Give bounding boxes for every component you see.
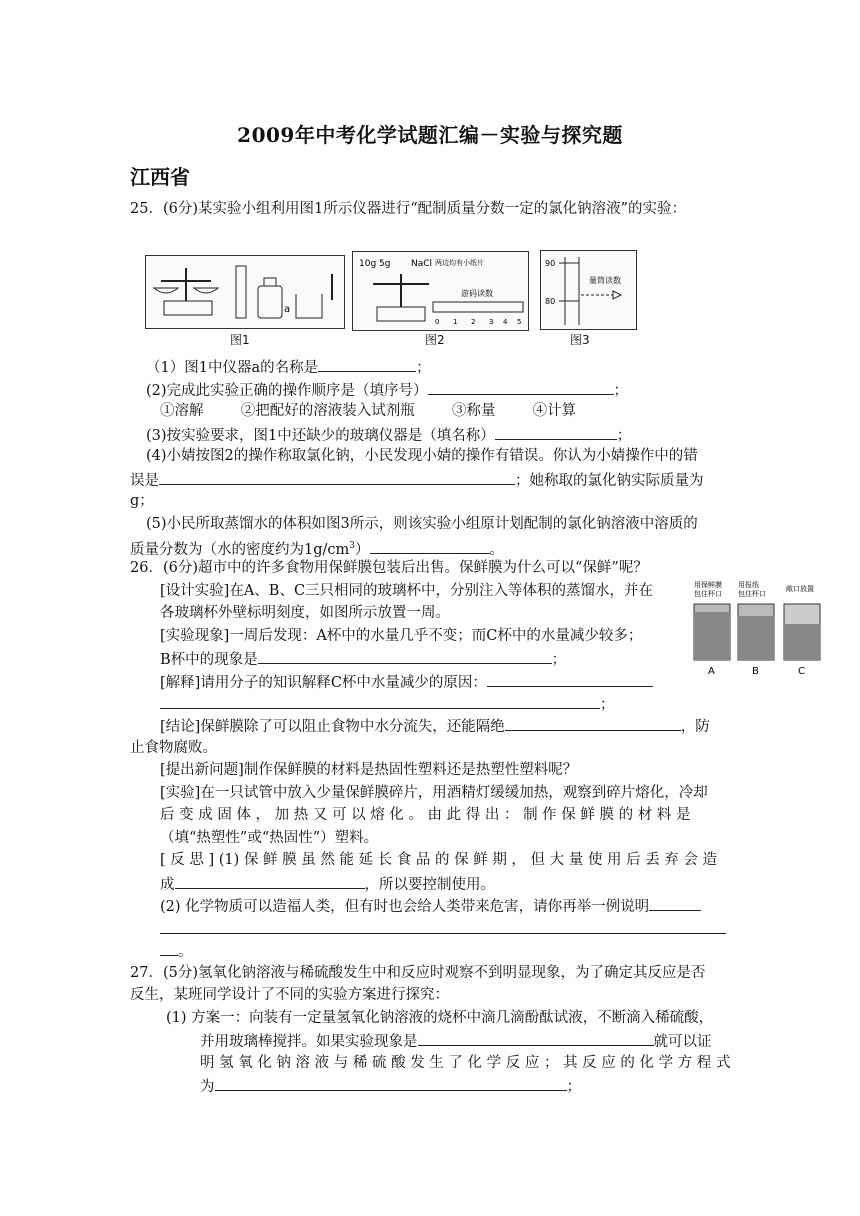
cup-b-note-1: 用报纸 [738, 581, 759, 589]
cup-label-a: A [708, 666, 715, 677]
q25-part5-line2: 质量分数为（水的密度约为$1g/cm^3$） 。 [130, 536, 504, 560]
answer-blank[interactable] [318, 356, 416, 372]
cup-a-note-1: 用保鲜膜 [694, 581, 722, 589]
cup-c-note: 敞口放置 [786, 585, 814, 593]
answer-blank[interactable] [649, 895, 701, 911]
answer-blank[interactable] [175, 873, 365, 889]
q26-design-1: [设计实验]在A、B、C三只相同的玻璃杯中，分别注入等体积的蒸馏水，并在 [160, 583, 654, 599]
q27-scheme1-4: 为 ； [200, 1075, 581, 1097]
figure-3-tick-80: 80 [545, 297, 556, 306]
q26-experiment-3: （填“热塑性”或“热固性”）塑料。 [160, 830, 379, 846]
answer-blank[interactable] [428, 379, 614, 395]
answer-blank[interactable] [418, 1030, 654, 1046]
q25-part4-line1: (4)小婧按图2的操作称取氯化钠，小民发现小婧的操作有错误。你认为小婧操作中的错 [146, 448, 698, 464]
answer-blank[interactable] [160, 693, 600, 709]
answer-blank[interactable] [215, 1075, 567, 1091]
answer-blank[interactable] [505, 715, 681, 731]
figure-2-weights: 10g 5g [359, 259, 391, 269]
figure-2-scale-1: 1 [453, 318, 458, 326]
figure-2-scale-3: 3 [489, 318, 494, 326]
answer-blank[interactable] [495, 424, 617, 440]
figure-1 [145, 255, 345, 329]
figure-3-reading: 量筒读数 [589, 276, 621, 285]
page-title: 2009年中考化学试题汇编－实验与探究题 [237, 123, 623, 147]
cup-label-b: B [752, 666, 759, 677]
figure-2 [352, 251, 529, 331]
figure-1-label-a: a [284, 304, 291, 315]
q25-part5-line1: (5)小民所取蒸馏水的体积如图3所示，则该实验小组原计划配制的氯化钠溶液中溶质的 [146, 516, 698, 532]
answer-blank[interactable] [160, 918, 726, 934]
figure-2-caption: 图2 [425, 333, 445, 347]
q26-phenomenon-1: [实验现象]一周后发现：A杯中的水量几乎不变；而C杯中的水量减少较多； [160, 628, 643, 644]
q26-experiment-1: [实验]在一只试管中放入少量保鲜膜碎片，用酒精灯缓缓加热，观察到碎片熔化，冷却 [160, 785, 708, 801]
option-1: ①溶解 [160, 403, 204, 419]
q25-options [160, 401, 576, 421]
q26-reflection-1: [ 反 思 ] (1) 保 鲜 膜 虽 然 能 延 长 食 品 的 保 鲜 期 ， 但 大 量 使 用 后 丢 弃 会 造 [160, 852, 718, 868]
figure-2-rider-label: 游码读数 [461, 289, 493, 298]
cups-figure [690, 578, 830, 678]
option-2: ②把配好的溶液装入试剂瓶 [240, 403, 415, 419]
q25-part3: (3)按实验要求，图1中还缺少的玻璃仪器是（填名称） ； [146, 424, 631, 446]
q27-stem-1: 27．(5分)氢氧化钠溶液与稀硫酸发生中和反应时观察不到明显现象，为了确定其反应是否 [130, 965, 706, 981]
q27-scheme1-1: (1) 方案一：向装有一定量氢氧化钠溶液的烧杯中滴几滴酚酞试液，不断滴入稀硫酸， [166, 1010, 714, 1026]
q26-design-2: 各玻璃杯外壁标明刻度，如图所示放置一周。 [160, 605, 450, 621]
figure-3-tick-90: 90 [545, 259, 556, 268]
q26-explain: [解释]请用分子的知识解释C杯中水量减少的原因： [160, 671, 653, 693]
figure-2-paper-note: 两边均有小纸片 [435, 259, 484, 267]
answer-blank[interactable] [160, 940, 178, 956]
province-heading: 江西省 [130, 165, 190, 189]
q26-reflection-cont [160, 918, 726, 940]
answer-blank[interactable] [258, 648, 552, 664]
q27-scheme1-3: 明 氢 氧 化 钠 溶 液 与 稀 硫 酸 发 生 了 化 学 反 应 ； 其 反 应 的 化 学 方 程 式 [200, 1055, 731, 1071]
figure-2-scale-0: 0 [435, 318, 440, 326]
answer-blank[interactable] [159, 469, 515, 485]
q25-part2: (2)完成此实验正确的操作顺序是（填序号） ； [146, 379, 628, 401]
option-3: ③称量 [451, 403, 496, 419]
q26-explain-cont: ； [160, 693, 615, 715]
q25-part4-line3: g； [130, 493, 154, 509]
cup-b-note-2: 包住杯口 [738, 590, 766, 598]
answer-blank[interactable] [370, 538, 490, 554]
figure-3-drawing [541, 251, 636, 329]
figure-3 [540, 250, 637, 330]
q26-new-question: [提出新问题]制作保鲜膜的材料是热固性塑料还是热塑性塑料呢？ [160, 762, 578, 778]
figure-2-drawing [353, 252, 528, 330]
figure-2-scale-4: 4 [503, 318, 508, 326]
q26-conclusion-2: 止食物腐败。 [130, 740, 217, 756]
answer-blank[interactable] [487, 671, 653, 687]
q26-reflection-2: 成 ，所以要控制使用。 [160, 873, 495, 895]
figure-3-caption: 图3 [570, 333, 590, 347]
q25-stem: 25．(6分)某实验小组利用图1所示仪器进行“配制质量分数一定的氯化钠溶液”的实验： [130, 201, 687, 217]
q26-phenomenon-2: B杯中的现象是 ； [160, 648, 566, 670]
option-4: ④计算 [532, 403, 577, 419]
cups-drawing [690, 578, 830, 678]
q26-experiment-2: 后 变 成 固 体 ， 加 热 又 可 以 熔 化 。 由 此 得 出 ： 制 作 保 鲜 膜 的 材 料 是 [160, 807, 691, 823]
q27-stem-2: 反生，某班同学设计了不同的实验方案进行探究： [130, 987, 449, 1003]
q25-part1: （1）图1中仪器a的名称是 ； [146, 356, 431, 378]
q26-stem: 26．(6分)超市中的许多食物用保鲜膜包装后出售。保鲜膜为什么可以“保鲜”呢？ [130, 560, 648, 576]
figure-1-caption: 图1 [230, 333, 250, 347]
q25-part4-line2: 误是 ；她称取的氯化钠实际质量为 [130, 469, 704, 491]
figure-1-drawing [146, 256, 344, 328]
figure-2-nacl: NaCl [411, 259, 433, 269]
figure-2-scale-2: 2 [471, 318, 476, 326]
cup-a-note-2: 包住杯口 [694, 590, 722, 598]
q26-reflection-3: (2) 化学物质可以造福人类，但有时也会给人类带来危害，请你再举一例说明 [160, 895, 701, 917]
q26-reflection-end: 。 [160, 940, 193, 962]
q27-scheme1-2: 并用玻璃棒搅拌。如果实验现象是 就可以证 [200, 1030, 712, 1052]
q26-conclusion: [结论]保鲜膜除了可以阻止食物中水分流失，还能隔绝 ，防 [160, 715, 710, 737]
cup-label-c: C [798, 666, 805, 677]
figure-2-scale-5: 5 [517, 318, 522, 326]
